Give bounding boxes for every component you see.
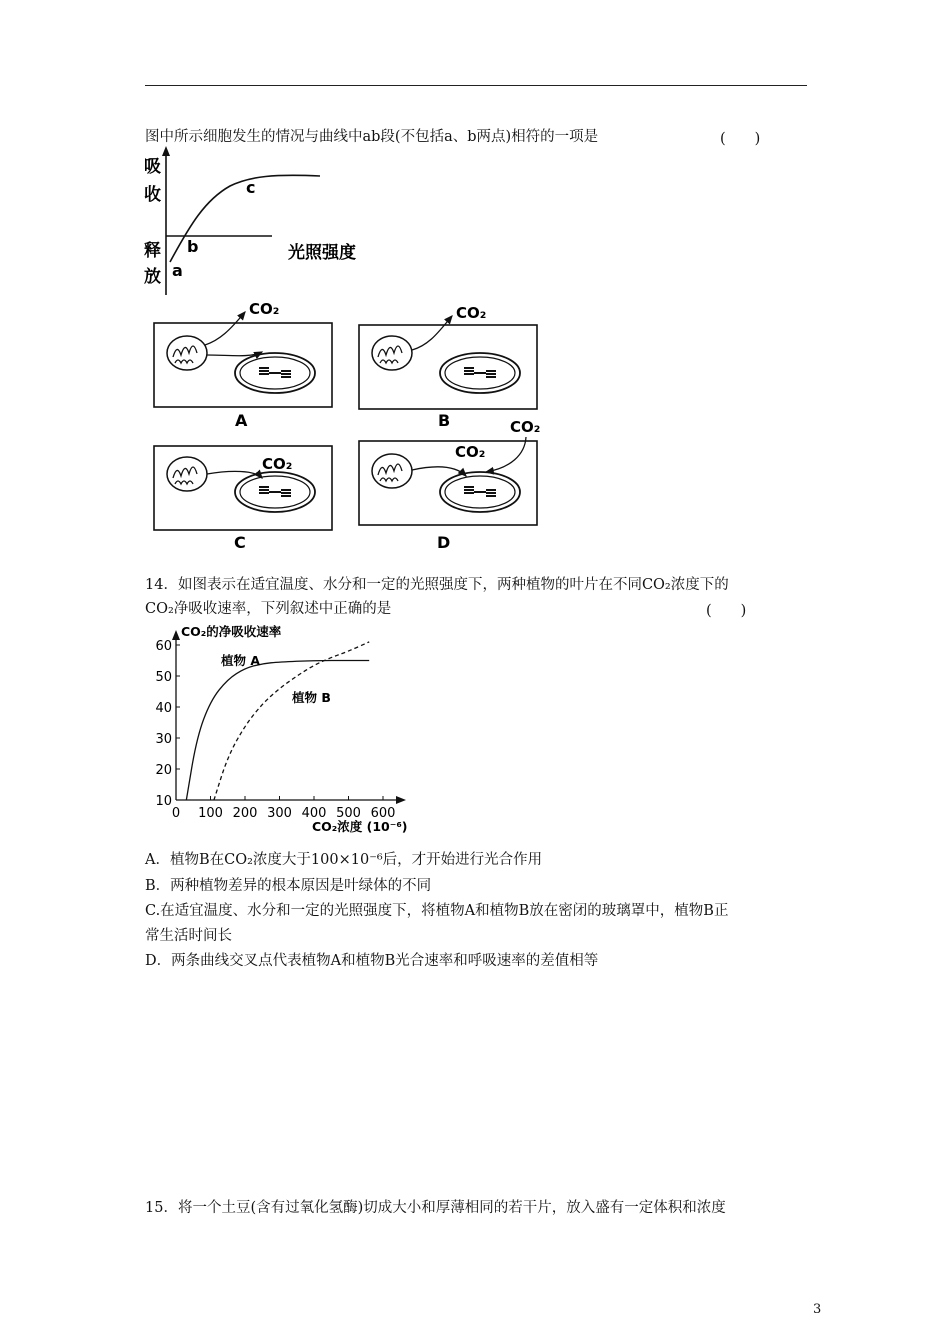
series-line-plant-a	[186, 661, 369, 801]
chart-x-arrow	[396, 796, 406, 804]
q14-option-d: D．两条曲线交叉点代表植物A和植物B光合速率和呼吸速率的差值相等	[145, 953, 599, 969]
x-tick-label: 300	[267, 806, 292, 821]
q14-answer-paren: ( )	[706, 603, 747, 619]
y-tick-label: 10	[155, 794, 172, 809]
series-label-a: 植物 A	[221, 653, 261, 668]
graph-label-fang: 放	[144, 267, 161, 287]
graph-label-shou: 收	[144, 185, 161, 205]
x-tick-label: 100	[198, 806, 223, 821]
panel-d-co2-inner: CO₂	[455, 443, 486, 461]
x-tick-label: 500	[336, 806, 361, 821]
graph-label-xi: 吸	[144, 157, 161, 177]
page-number: 3	[813, 1302, 822, 1317]
q13-answer-paren: ( )	[720, 131, 761, 147]
x-tick-label: 600	[370, 806, 396, 821]
panel-c-co2: CO₂	[262, 455, 293, 473]
q14-option-c-line1: C.在适宜温度、水分和一定的光照强度下，将植物A和植物B放在密闭的玻璃罩中，植物B正	[145, 903, 729, 919]
x-tick-label: 200	[232, 806, 258, 821]
panel-b-co2: CO₂	[456, 304, 487, 322]
panel-a-label: A	[235, 411, 248, 430]
graph-label-shi: 释	[144, 241, 161, 261]
panel-c-label: C	[234, 533, 246, 552]
q14-option-a: A．植物B在CO₂浓度大于100×10⁻⁶后，才开始进行光合作用	[145, 852, 543, 868]
y-tick-label: 60	[155, 639, 172, 654]
y-tick-label: 30	[155, 732, 172, 747]
point-c: c	[246, 178, 256, 197]
q14-stem-line1: 14．如图表示在适宜温度、水分和一定的光照强度下，两种植物的叶片在不同CO₂浓度下的	[145, 577, 729, 593]
point-a: a	[172, 261, 183, 280]
point-b: b	[187, 237, 199, 256]
q14-option-b: B．两种植物差异的根本原因是叶绿体的不同	[145, 878, 432, 894]
q15-stem: 15．将一个土豆(含有过氧化氢酶)切成大小和厚薄相同的若干片，放入盛有一定体积和浓度	[145, 1200, 726, 1216]
series-label-b: 植物 B	[292, 690, 331, 705]
q14-stem-line2: CO₂净吸收速率，下列叙述中正确的是	[145, 601, 392, 617]
panel-a-co2: CO₂	[249, 300, 280, 318]
q13-stem: 图中所示细胞发生的情况与曲线中ab段(不包括a、b两点)相符的一项是	[145, 129, 599, 145]
y-tick-label: 20	[155, 763, 172, 778]
y-tick-label: 40	[155, 701, 172, 716]
q14-option-c-line2: 常生活时间长	[145, 928, 232, 944]
x-tick-label: 400	[301, 806, 327, 821]
chart-ylabel: CO₂的净吸收速率	[181, 624, 282, 639]
x-tick-label-origin: 0	[171, 806, 181, 821]
chart-y-arrow	[172, 630, 180, 640]
graph-xlabel: 光照强度	[288, 243, 356, 263]
panel-d-co2-outer: CO₂	[510, 418, 541, 436]
panel-d-label: D	[437, 533, 451, 552]
y-tick-label: 50	[155, 670, 172, 685]
chart-xlabel: CO₂浓度 (10⁻⁶)	[312, 819, 408, 834]
panel-b-label: B	[438, 411, 451, 430]
